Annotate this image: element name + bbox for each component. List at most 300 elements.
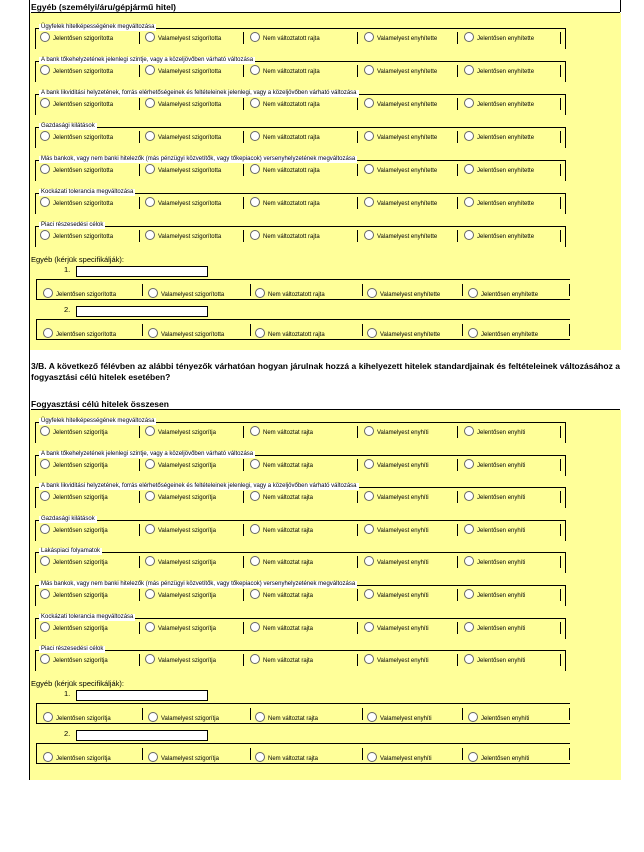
radio-option[interactable] [364,622,429,635]
radio-button[interactable] [148,288,158,298]
column-separator [139,131,140,143]
column-separator [560,426,561,438]
radio-button[interactable] [40,164,50,174]
radio-option[interactable] [464,32,534,45]
radio-button[interactable] [148,712,158,722]
radio-option[interactable] [145,459,216,472]
radio-button[interactable] [367,328,377,338]
radio-button[interactable] [40,131,50,141]
radio-button[interactable] [250,654,260,664]
radio-option[interactable] [364,65,437,78]
radio-button[interactable] [364,622,374,632]
radio-button[interactable] [145,654,155,664]
radio-option[interactable] [364,164,437,177]
radio-button[interactable] [364,426,374,436]
radio-label: Jelentősen enyhítette [477,201,535,207]
radio-option[interactable] [40,459,108,472]
radio-button[interactable] [40,459,50,469]
radio-option[interactable] [40,197,113,210]
radio-option[interactable] [364,556,429,569]
other-specify-title: Egyéb (kérjük specifikálják): [31,678,124,688]
radio-option[interactable] [464,197,534,210]
radio-option[interactable] [364,32,437,45]
radio-option[interactable] [250,622,313,635]
column-separator [457,654,458,666]
radio-button[interactable] [40,65,50,75]
radio-label: Jelentősen enyhíti [477,560,526,567]
radio-label: Nem változtat rajta [263,625,314,632]
radio-button[interactable] [367,712,377,722]
radio-button[interactable] [145,230,155,240]
radio-label: Nem változtat rajta [268,715,319,722]
radio-label: Jelentősen szigorította [53,36,114,42]
radio-option[interactable] [364,524,429,537]
radio-button[interactable] [468,712,478,722]
radio-option[interactable] [364,230,437,243]
radio-label: Jelentősen szigorítja [53,527,108,534]
radio-option[interactable] [464,556,525,569]
other-item-input[interactable] [76,266,208,277]
radio-label: Nem változtat rajta [268,755,319,762]
column-separator [357,556,358,568]
radio-option[interactable] [464,131,534,144]
column-separator [560,589,561,601]
column-separator [243,230,244,242]
radio-option[interactable] [364,197,437,210]
radio-option[interactable] [367,712,432,725]
column-separator [243,197,244,209]
radio-button[interactable] [145,164,155,174]
radio-button[interactable] [464,98,474,108]
radio-option[interactable] [148,712,219,725]
radio-label: Nem változtatott rajta [263,69,320,75]
radio-label: Valamelyest szigorítja [158,430,216,436]
radio-option[interactable] [250,98,320,111]
radio-option[interactable] [250,197,320,210]
radio-label: Jelentősen szigorítja [53,658,108,665]
radio-option[interactable] [367,328,440,341]
radio-option[interactable] [464,589,525,602]
radio-button[interactable] [464,164,474,174]
column-separator [139,230,140,242]
column-separator [243,131,244,143]
column-separator [569,324,570,336]
radio-button[interactable] [145,426,155,436]
radio-label: Valamelyest enyhítette [380,292,441,298]
radio-button[interactable] [250,131,260,141]
radio-option[interactable] [145,556,216,569]
radio-button[interactable] [43,752,53,762]
radio-option[interactable] [148,288,224,301]
radio-label: Jelentősen enyhíti [477,658,526,665]
column-separator [457,622,458,634]
radio-button[interactable] [40,524,50,534]
radio-button[interactable] [40,622,50,632]
column-separator [462,748,463,760]
column-separator [457,65,458,77]
question-3b-text: 3/B. A következő félévben az alábbi tényezők várhatóan hogyan járulnak hozzá a kihelyezett hitelek standardjainak és feltételeinek változásához a fogyasztási célú hitelek esetében? [31,361,620,382]
radio-button[interactable] [364,65,374,75]
column-separator [457,197,458,209]
column-separator [457,98,458,110]
radio-option[interactable] [145,622,216,635]
factor-label: Piaci részesedési célok [41,646,104,653]
radio-button[interactable] [250,32,260,42]
radio-button[interactable] [468,328,478,338]
radio-label: Jelentősen szigorítja [53,462,108,469]
radio-button[interactable] [464,524,474,534]
radio-option[interactable] [364,98,437,111]
radio-button[interactable] [364,491,374,501]
radio-button[interactable] [364,654,374,664]
radio-option[interactable] [40,230,113,243]
radio-label: Jelentősen enyhíti [477,495,526,502]
radio-button[interactable] [250,622,260,632]
radio-option[interactable] [468,752,529,765]
radio-button[interactable] [364,589,374,599]
column-separator [243,491,244,503]
radio-option[interactable] [145,98,221,111]
radio-option[interactable] [250,131,320,144]
options-row [36,197,621,211]
radio-label: Jelentősen enyhítette [477,234,535,240]
radio-button[interactable] [464,131,474,141]
radio-option[interactable] [40,32,113,45]
column-separator [457,524,458,536]
radio-button[interactable] [464,459,474,469]
radio-option[interactable] [468,712,529,725]
radio-option[interactable] [367,288,440,301]
radio-label: Valamelyest enyhítette [380,332,441,338]
column-separator [357,459,358,471]
radio-button[interactable] [255,288,265,298]
radio-option[interactable] [40,589,108,602]
radio-label: Valamelyest szigorította [158,168,222,174]
column-separator [250,708,251,720]
radio-button[interactable] [364,98,374,108]
radio-button[interactable] [145,622,155,632]
radio-button[interactable] [364,131,374,141]
radio-option[interactable] [364,654,429,667]
radio-option[interactable] [145,589,216,602]
radio-button[interactable] [250,98,260,108]
radio-button[interactable] [250,524,260,534]
column-separator [560,459,561,471]
radio-label: Valamelyest szigorítja [158,593,216,599]
column-separator [569,748,570,760]
radio-button[interactable] [364,556,374,566]
radio-option[interactable] [464,230,534,243]
radio-label: Valamelyest enyhítette [377,36,438,42]
radio-label: Jelentősen enyhítette [477,168,535,174]
radio-button[interactable] [148,752,158,762]
radio-option[interactable] [145,524,216,537]
radio-button[interactable] [464,622,474,632]
radio-button[interactable] [364,32,374,42]
radio-button[interactable] [255,752,265,762]
radio-button[interactable] [250,197,260,207]
radio-button[interactable] [464,491,474,501]
radio-button[interactable] [250,426,260,436]
radio-button[interactable] [464,556,474,566]
radio-option[interactable] [40,524,108,537]
radio-option[interactable] [40,426,108,439]
radio-button[interactable] [468,288,478,298]
radio-label: Nem változtat rajta [263,495,314,502]
radio-button[interactable] [43,288,53,298]
radio-option[interactable] [43,288,116,301]
radio-label: Jelentősen enyhíti [477,625,526,632]
radio-button[interactable] [145,131,155,141]
radio-label: Valamelyest enyhíti [377,593,429,599]
radio-label: Jelentősen szigorítja [56,755,111,762]
radio-option[interactable] [250,426,313,439]
radio-button[interactable] [364,230,374,240]
radio-button[interactable] [145,524,155,534]
column-separator [462,284,463,296]
radio-label: Valamelyest szigorítja [158,495,216,502]
radio-option[interactable] [40,622,108,635]
column-separator [243,524,244,536]
radio-button[interactable] [364,197,374,207]
radio-option[interactable] [148,752,219,765]
radio-option[interactable] [464,654,525,667]
radio-button[interactable] [145,459,155,469]
column-separator [142,324,143,336]
radio-button[interactable] [40,98,50,108]
radio-button[interactable] [40,426,50,436]
radio-label: Valamelyest enyhíti [377,462,429,469]
options-row [36,98,621,112]
radio-option[interactable] [464,622,525,635]
column-separator [560,164,561,176]
radio-button[interactable] [145,98,155,108]
radio-button[interactable] [40,197,50,207]
radio-label: Jelentősen enyhíti [477,593,526,599]
radio-option[interactable] [464,524,525,537]
radio-button[interactable] [40,230,50,240]
radio-label: Valamelyest szigorítja [158,625,216,632]
radio-button[interactable] [464,654,474,664]
radio-option[interactable] [250,556,313,569]
radio-option[interactable] [43,328,116,341]
radio-label: Nem változtat rajta [263,527,314,534]
radio-label: Valamelyest enyhíti [377,495,429,502]
radio-button[interactable] [367,288,377,298]
radio-option[interactable] [40,491,108,504]
radio-label: Valamelyest szigorította [161,292,225,298]
radio-label: Valamelyest enyhítette [377,102,438,108]
other-item-number: 2. [64,305,71,314]
radio-option[interactable] [250,654,313,667]
radio-button[interactable] [250,230,260,240]
column-separator [560,65,561,77]
radio-button[interactable] [250,491,260,501]
other-item-input[interactable] [76,690,208,701]
radio-label: Valamelyest enyhíti [377,560,429,567]
radio-label: Nem változtat rajta [263,462,314,469]
options-row [36,589,621,603]
radio-option[interactable] [364,426,429,439]
radio-button[interactable] [464,230,474,240]
radio-option[interactable] [364,459,429,472]
radio-option[interactable] [250,589,313,602]
radio-button[interactable] [464,65,474,75]
radio-option[interactable] [40,164,113,177]
radio-button[interactable] [145,197,155,207]
radio-label: Jelentősen enyhítette [481,332,539,338]
other-item-number: 1. [64,265,71,274]
radio-option[interactable] [40,556,108,569]
radio-button[interactable] [40,32,50,42]
radio-option[interactable] [464,459,525,472]
factor-label: A bank tőkehelyzetének jelenlegi szintje, vagy a közeljövőben várható változása [41,450,254,457]
radio-option[interactable] [40,98,113,111]
radio-option[interactable] [250,230,320,243]
column-separator [560,622,561,634]
factor-label: Ügyfelek hitelképességének megváltozása [41,418,155,424]
factor-label: Gazdasági kilátások [41,515,95,522]
radio-option[interactable] [145,197,221,210]
radio-option[interactable] [468,288,538,301]
radio-button[interactable] [255,328,265,338]
radio-button[interactable] [464,589,474,599]
radio-option[interactable] [145,131,221,144]
other-item-input[interactable] [76,306,208,317]
column-separator [139,426,140,438]
radio-button[interactable] [145,589,155,599]
column-separator [139,65,140,77]
radio-button[interactable] [250,65,260,75]
radio-label: Valamelyest szigorította [158,135,222,141]
column-separator [357,164,358,176]
radio-option[interactable] [43,752,111,765]
radio-option[interactable] [148,328,224,341]
column-separator [142,284,143,296]
radio-button[interactable] [255,712,265,722]
radio-button[interactable] [464,32,474,42]
radio-button[interactable] [364,164,374,174]
radio-option[interactable] [250,459,313,472]
radio-label: Jelentősen szigorította [53,135,114,141]
factor-label: Lakáspiaci folyamatok [41,548,101,555]
radio-option[interactable] [364,589,429,602]
radio-button[interactable] [250,589,260,599]
radio-button[interactable] [145,556,155,566]
column-separator [362,748,363,760]
radio-option[interactable] [250,491,313,504]
factor-label: A bank likviditási helyzetének, forrás elérhetőségeinek és feltételeinek jelenlegi, vagy a közeljövőben várható változása [41,90,357,96]
radio-option[interactable] [145,65,221,78]
radio-option[interactable] [145,654,216,667]
radio-button[interactable] [468,752,478,762]
radio-button[interactable] [40,556,50,566]
radio-button[interactable] [40,589,50,599]
radio-label: Valamelyest enyhítette [377,168,438,174]
radio-label: Jelentősen enyhíti [481,755,530,762]
radio-option[interactable] [40,131,113,144]
radio-button[interactable] [364,459,374,469]
radio-option[interactable] [255,328,325,341]
radio-option[interactable] [250,65,320,78]
options-row [36,556,621,570]
radio-button[interactable] [464,426,474,436]
radio-option[interactable] [250,164,320,177]
radio-option[interactable] [367,752,432,765]
column-separator [243,556,244,568]
radio-button[interactable] [40,491,50,501]
radio-button[interactable] [40,654,50,664]
radio-button[interactable] [145,32,155,42]
radio-button[interactable] [43,328,53,338]
radio-option[interactable] [464,426,525,439]
options-row [36,459,621,473]
factor-label: Kockázati tolerancia megváltozása [41,613,134,620]
radio-label: Valamelyest enyhítette [377,69,438,75]
factor-label: Más bankok, vagy nem banki hitelezők (más pénzügyi közvetítők, vagy tőkepiacok) versenyhelyzetének megváltozása [41,156,356,162]
radio-button[interactable] [364,524,374,534]
column-separator [560,197,561,209]
radio-option[interactable] [250,32,320,45]
radio-option[interactable] [40,654,108,667]
radio-button[interactable] [145,65,155,75]
radio-option[interactable] [364,491,429,504]
radio-option[interactable] [145,230,221,243]
radio-option[interactable] [145,491,216,504]
radio-option[interactable] [250,524,313,537]
factor-label: Kockázati tolerancia megváltozása [41,189,134,195]
radio-option[interactable] [40,65,113,78]
radio-button[interactable] [145,491,155,501]
radio-label: Jelentősen szigorította [53,69,114,75]
column-separator [457,32,458,44]
radio-option[interactable] [255,288,325,301]
radio-button[interactable] [148,328,158,338]
radio-button[interactable] [43,712,53,722]
radio-label: Jelentősen enyhíti [477,527,526,534]
radio-option[interactable] [255,752,318,765]
radio-option[interactable] [255,712,318,725]
radio-button[interactable] [464,197,474,207]
other-item-input[interactable] [76,730,208,741]
radio-label: Valamelyest enyhíti [380,755,432,762]
radio-button[interactable] [250,556,260,566]
radio-option[interactable] [145,164,221,177]
radio-option[interactable] [464,65,534,78]
right-border-line [620,0,621,12]
section2-title: Fogyasztási célú hitelek összesen [31,399,169,409]
radio-option[interactable] [43,712,111,725]
radio-option[interactable] [145,32,221,45]
radio-button[interactable] [250,164,260,174]
radio-label: Nem változtatott rajta [263,135,320,141]
radio-label: Valamelyest szigorítja [161,715,219,722]
radio-option[interactable] [464,98,534,111]
radio-option[interactable] [464,491,525,504]
options-row [36,491,621,505]
column-separator [243,654,244,666]
radio-option[interactable] [464,164,534,177]
radio-button[interactable] [250,459,260,469]
radio-option[interactable] [364,131,437,144]
factor-group [35,222,566,247]
radio-button[interactable] [367,752,377,762]
column-separator [139,491,140,503]
radio-option[interactable] [468,328,538,341]
column-separator [243,622,244,634]
radio-option[interactable] [145,426,216,439]
other-item-options-frame [36,743,570,764]
